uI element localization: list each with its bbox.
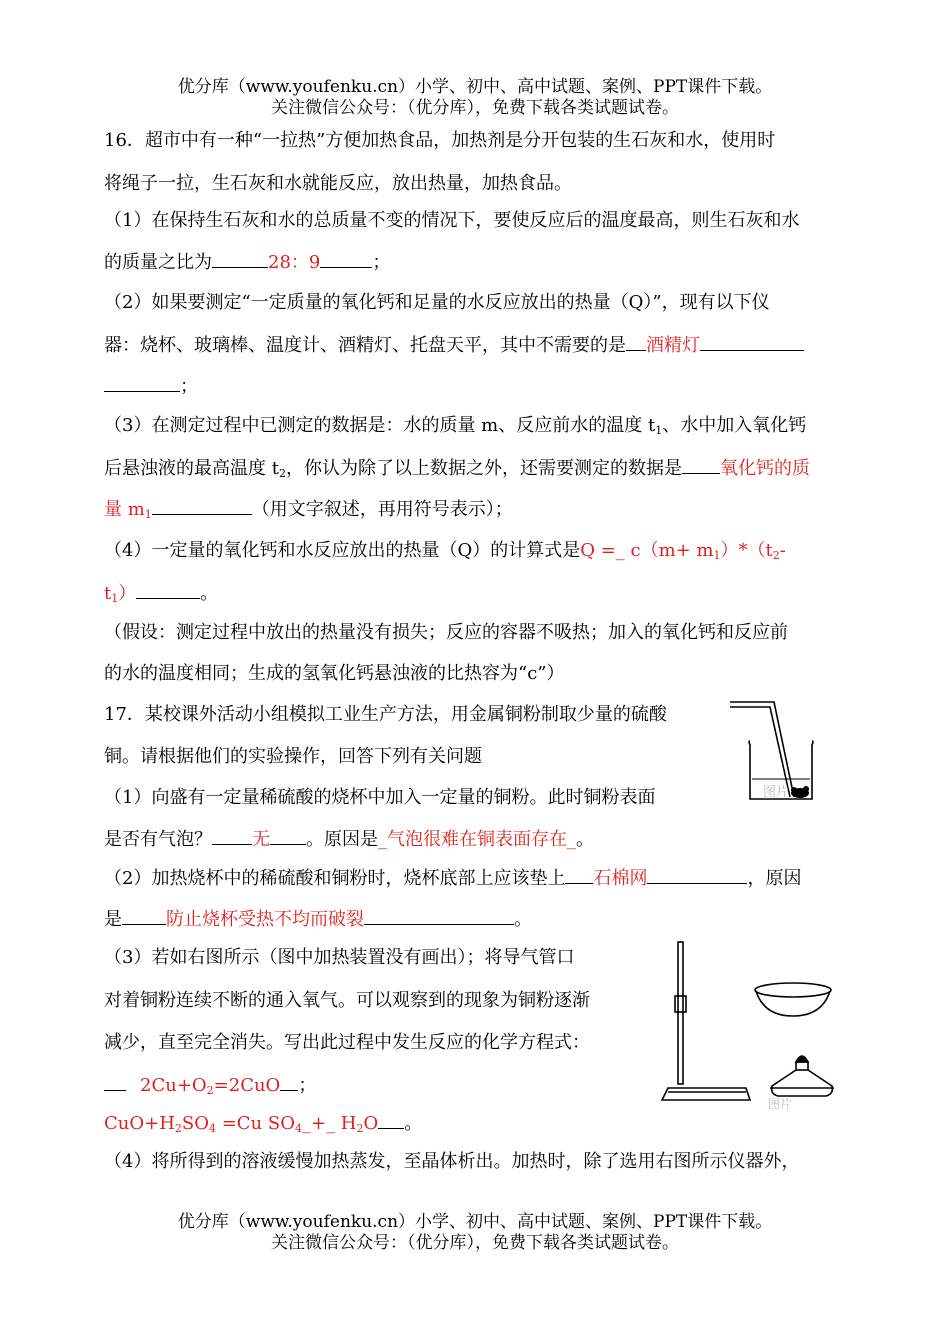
iron-stand-figure <box>660 940 752 1108</box>
subscript: 1 <box>144 508 152 521</box>
q17-equation-2 <box>104 1111 422 1136</box>
beaker-with-tube-figure <box>728 697 828 809</box>
blank <box>378 1111 404 1129</box>
q16-part4-answer: ） <box>118 583 137 604</box>
q16-part4-line-2 <box>104 581 218 606</box>
q16-part1-answer: 28：9 <box>268 252 321 273</box>
q16-part1-line-1: （1）在保持生石灰和水的总质量不变的情况下，要使反应后的温度最高，则生石灰和水 <box>104 210 800 231</box>
q17-part1-reason: _气泡很难在铜表面存在_ <box>378 829 576 850</box>
q17-part2-text: （2）加热烧杯中的稀硫酸和铜粉时，烧杯底部上应该垫上 <box>104 868 566 889</box>
alcohol-lamp-icon <box>770 1056 834 1096</box>
q17-part3-line-3: 减少，直至完全消失。写出此过程中发生反应的化学方程式： <box>104 1032 590 1053</box>
q17-part1-line-1: （1）向盛有一定量稀硫酸的烧杯中加入一定量的铜粉。此时铜粉表面 <box>104 787 656 808</box>
q16-part1-prefix: 的质量之比为 <box>104 252 212 273</box>
q16-assumption-line-1: （假设：测定过程中放出的热量没有损失；反应的容器不吸热；加入的氧化钙和反应前 <box>104 622 788 643</box>
evaporating-dish-icon <box>755 983 831 1016</box>
q17-stem-line-1: 17．某校课外活动小组模拟工业生产方法，用金属铜粉制取少量的硫酸 <box>104 704 667 725</box>
equation-text: =2CuO <box>213 1075 281 1096</box>
q16-part3-text: 后悬浊液的最高温度 t <box>104 458 279 479</box>
blank <box>565 866 593 884</box>
q16-part3-suffix: （用文字叙述，再用符号表示）； <box>251 499 513 520</box>
q17-part1-answer: 无 <box>252 829 270 850</box>
q17-part2-line-1 <box>104 866 801 891</box>
q16-part2-line-1: （2）如果要测定“一定质量的氧化钙和足量的水反应放出的热量（Q）”，现有以下仪 <box>104 292 770 313</box>
q16-part4-answer: t <box>104 583 112 604</box>
q16-part2-line-2 <box>104 333 804 358</box>
page-footer <box>0 1212 950 1254</box>
footer-line-1: 优分库（www.youfenku.cn）小学、初中、高中试题、案例、PPT课件下载。 <box>177 1212 773 1232</box>
equation-text: =Cu SO <box>216 1113 295 1134</box>
equation-end: ； <box>298 1075 317 1096</box>
blank <box>700 333 804 351</box>
figure-watermark: 图片 <box>768 1097 793 1110</box>
equation-text: CuO+H <box>104 1113 175 1134</box>
subscript: 1 <box>655 424 663 437</box>
header-line-2: 关注微信公众号：（优分库），免费下载各类试题试卷。 <box>271 98 679 118</box>
q16-part3-line-2 <box>104 456 810 481</box>
blank <box>682 456 720 474</box>
q16-part1-line-2 <box>104 250 390 275</box>
blank <box>320 250 372 268</box>
q16-part4-suffix: 。 <box>200 583 219 604</box>
q16-part4-answer: ）*（t <box>720 540 773 561</box>
q17-part2-answer: 石棉网 <box>593 868 648 889</box>
blank <box>152 497 252 515</box>
blank <box>364 907 514 925</box>
q16-part3-line-3 <box>104 497 513 522</box>
q17-stem-line-2: 铜。请根据他们的实验操作，回答下列有关问题 <box>104 746 482 767</box>
alcohol-lamp-figure <box>766 1048 838 1110</box>
stand-clamp-icon <box>675 996 686 1012</box>
stand-rod-icon <box>678 942 683 1084</box>
q16-part3-text: 、水中加入氧化钙 <box>662 415 807 436</box>
blank <box>270 827 306 845</box>
subscript: 4 <box>209 1122 216 1135</box>
figure-watermark: 图片 <box>763 785 790 800</box>
copper-powder-icon <box>791 786 809 798</box>
q16-part2-prefix: 器：烧杯、玻璃棒、温度计、酒精灯、托盘天平，其中不需要的是 <box>104 335 626 356</box>
blank <box>104 1073 126 1091</box>
q16-part3-text: （3）在测定过程中已测定的数据是：水的质量 m、反应前水的温度 t <box>104 415 656 436</box>
q16-part3-text: ，你认为除了以上数据之外，还需要测定的数据是 <box>285 458 682 479</box>
blank <box>647 866 747 884</box>
q17-part3-line-1: （3）若如右图所示（图中加热装置没有画出）；将导气管口 <box>104 947 575 968</box>
q17-part2-reason: 防止烧杯受热不均而破裂 <box>166 909 364 930</box>
blank <box>136 581 200 599</box>
q16-stem-line-1: 16．超市中有一种“一拉热”方便加热食品，加热剂是分开包装的生石灰和水，使用时 <box>104 130 776 151</box>
q16-part2-line-3 <box>104 374 198 399</box>
q16-part4-line-1 <box>104 539 786 563</box>
stand-base-icon <box>662 1088 750 1100</box>
q17-part1-end: 。 <box>576 829 594 850</box>
q16-stem-line-2: 将绳子一拉，生石灰和水就能反应，放出热量，加热食品。 <box>104 173 572 194</box>
subscript: 2 <box>356 1122 364 1135</box>
q16-part4-answer: - <box>779 540 786 561</box>
equation-text: SO <box>181 1113 209 1134</box>
subscript: 1 <box>111 592 119 605</box>
page-header <box>0 77 950 119</box>
q17-part1-text: 。原因是 <box>306 829 378 850</box>
q17-part2-end: 。 <box>514 909 532 930</box>
q16-part3-line-1 <box>104 414 806 438</box>
q16-part3-answer-b: 量 m <box>104 499 145 520</box>
equation-text: O <box>363 1113 379 1134</box>
q16-part2-answer: 酒精灯 <box>646 335 700 356</box>
blank <box>104 374 180 392</box>
q17-part2-text: 是 <box>104 909 122 930</box>
subscript: 2 <box>174 1122 182 1135</box>
subscript: 2 <box>278 467 286 480</box>
q16-part2-suffix: ； <box>180 376 198 397</box>
blank <box>122 907 166 925</box>
q16-part3-answer-a: 氧化钙的质 <box>719 458 810 479</box>
gas-tube-icon <box>730 702 794 797</box>
q17-part2-line-2 <box>104 907 532 932</box>
q17-part4-line-1: （4）将所得到的溶液缓慢加热蒸发，至晶体析出。加热时，除了选用右图所示仪器外， <box>104 1151 800 1172</box>
blank <box>280 1073 298 1091</box>
q16-assumption-line-2: 的水的温度相同；生成的氢氧化钙悬浊液的比热容为“c”） <box>104 663 565 684</box>
q17-part2-text: ，原因 <box>747 868 802 889</box>
q17-part1-line-2 <box>104 827 594 852</box>
footer-line-2: 关注微信公众号：（优分库），免费下载各类试题试卷。 <box>271 1233 679 1253</box>
q16-part1-suffix: ； <box>372 252 391 273</box>
equation-end: 。 <box>404 1113 423 1134</box>
subscript: 4 <box>294 1122 302 1135</box>
blank <box>212 250 268 268</box>
evaporating-dish-figure <box>752 980 834 1020</box>
blank <box>626 333 646 351</box>
q16-part4-text: （4）一定量的氧化钙和水反应放出的热量（Q）的计算式是 <box>104 540 581 561</box>
q16-part4-answer: Q =_ c（m+ m <box>580 540 714 561</box>
subscript: 2 <box>206 1084 214 1097</box>
q17-equation-1 <box>104 1073 316 1098</box>
subscript: 1 <box>713 549 721 562</box>
equation-text: 2Cu+O <box>140 1075 207 1096</box>
q17-part1-text: 是否有气泡？ <box>104 829 212 850</box>
subscript: 2 <box>772 549 780 562</box>
equation-text: _+_ H <box>301 1113 357 1134</box>
header-line-1: 优分库（www.youfenku.cn）小学、初中、高中试题、案例、PPT课件下载。 <box>177 77 773 97</box>
q17-part3-line-2: 对着铜粉连续不断的通入氧气。可以观察到的现象为铜粉逐渐 <box>104 990 590 1011</box>
blank <box>212 827 252 845</box>
